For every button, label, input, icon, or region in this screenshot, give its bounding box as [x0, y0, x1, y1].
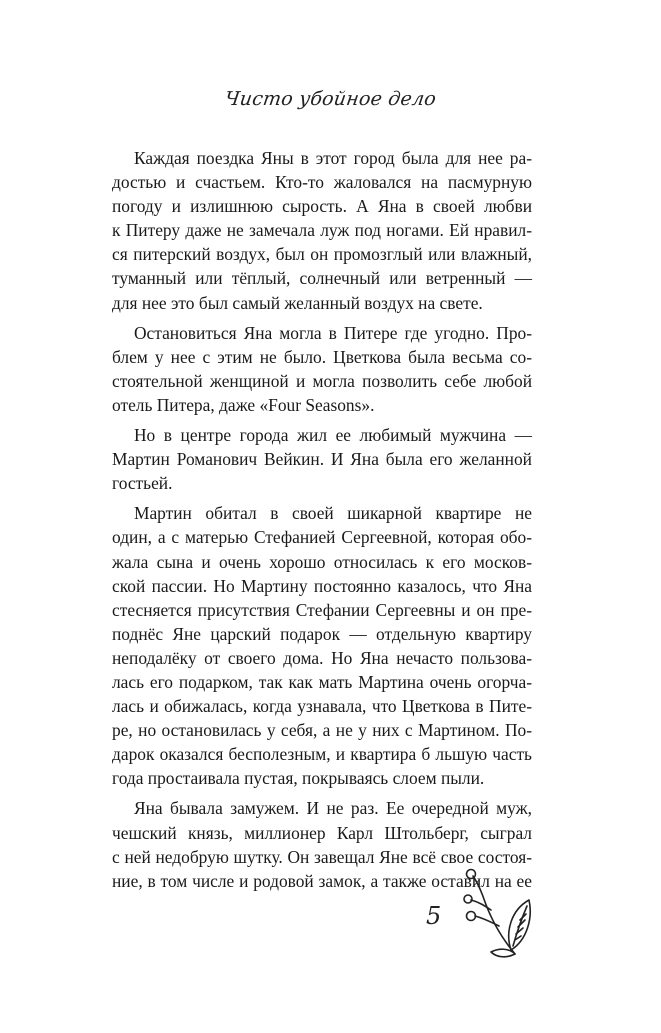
text-line: Каждая поездка Яны в этот город была для нее ра-: [134, 148, 532, 168]
text-line: жала сына и очень хорошо относилась к его москов-: [112, 551, 532, 572]
paragraph: [112, 501, 532, 790]
text-line: к Питеру даже не замечала луж под ногами. Ей нравил-: [112, 220, 532, 241]
page-number: 5: [426, 902, 442, 930]
text-line: Остановиться Яна могла в Питере где угодно. Про-: [134, 322, 532, 343]
text-line: достью и счастьем. Кто-то жаловался на пасмурную: [112, 172, 532, 193]
body-text: [112, 146, 532, 899]
text-line: стоятельной женщиной и могла позволить себе любой: [112, 370, 532, 391]
text-line: туманный или тёплый, солнечный или ветренный —: [112, 268, 532, 289]
text-line: лась и обижалась, когда узнавала, что Цветкова в Пите-: [112, 696, 532, 717]
text-line: лась его подарком, так как мать Мартина очень огорча-: [112, 671, 532, 692]
text-line: с ней недобрую шутку. Он завещал Яне всё свое состоя-: [112, 846, 532, 867]
text-line: чешский князь, миллионер Карл Штольберг, сыграл: [112, 822, 532, 843]
text-line: погоду и излишнюю сырость. А Яна в своей любви: [112, 196, 532, 217]
text-line: года простаивала пустая, покрываясь слоем пыли.: [112, 768, 485, 789]
text-line: Мартин Романович Вейкин. И Яна была его желанной: [112, 449, 532, 470]
text-line: Мартин обитал в своей шикарной квартире не: [134, 503, 532, 524]
floral-sprig-ornament-icon: [455, 862, 545, 962]
paragraph: [112, 321, 532, 417]
text-line: Но в центре города жил ее любимый мужчина —: [134, 425, 532, 446]
text-line: поднёс Яне царский подарок — отдельную квартиру: [112, 623, 532, 644]
running-head: Чисто убойное дело: [223, 88, 438, 110]
text-line: Яна бывала замужем. И не раз. Ее очередной муж,: [134, 798, 532, 819]
text-line: для нее это был самый желанный воздух на свете.: [112, 292, 483, 313]
text-line: гостьей.: [112, 473, 173, 494]
text-line: ской пассии. Но Мартину постоянно казалось, что Яна: [112, 575, 532, 596]
text-line: неподалёку от своего дома. Но Яна нечасто пользова-: [112, 647, 532, 668]
text-line: один, а с матерью Стефанией Сергеевной, которая обо-: [112, 527, 532, 548]
text-line: ся питерский воздух, был он промозглый или влажный,: [112, 244, 532, 265]
text-line: ние, в том числе и родовой замок, а также оставил на ее: [112, 870, 532, 891]
text-line: ре, но остановилась у себя, а не у них с Мартином. По-: [112, 720, 532, 741]
text-line: стесняется присутствия Стефании Сергеевны и он пре-: [112, 599, 532, 620]
text-line: дарок оказался бесполезным, и квартира б льшую часть: [112, 744, 532, 765]
text-line: отель Питера, даже «Four Seasons».: [112, 394, 375, 415]
text-line: блем у нее с этим не было. Цветкова была весьма со-: [112, 346, 532, 367]
paragraph: [112, 423, 532, 495]
paragraph: [112, 146, 532, 315]
